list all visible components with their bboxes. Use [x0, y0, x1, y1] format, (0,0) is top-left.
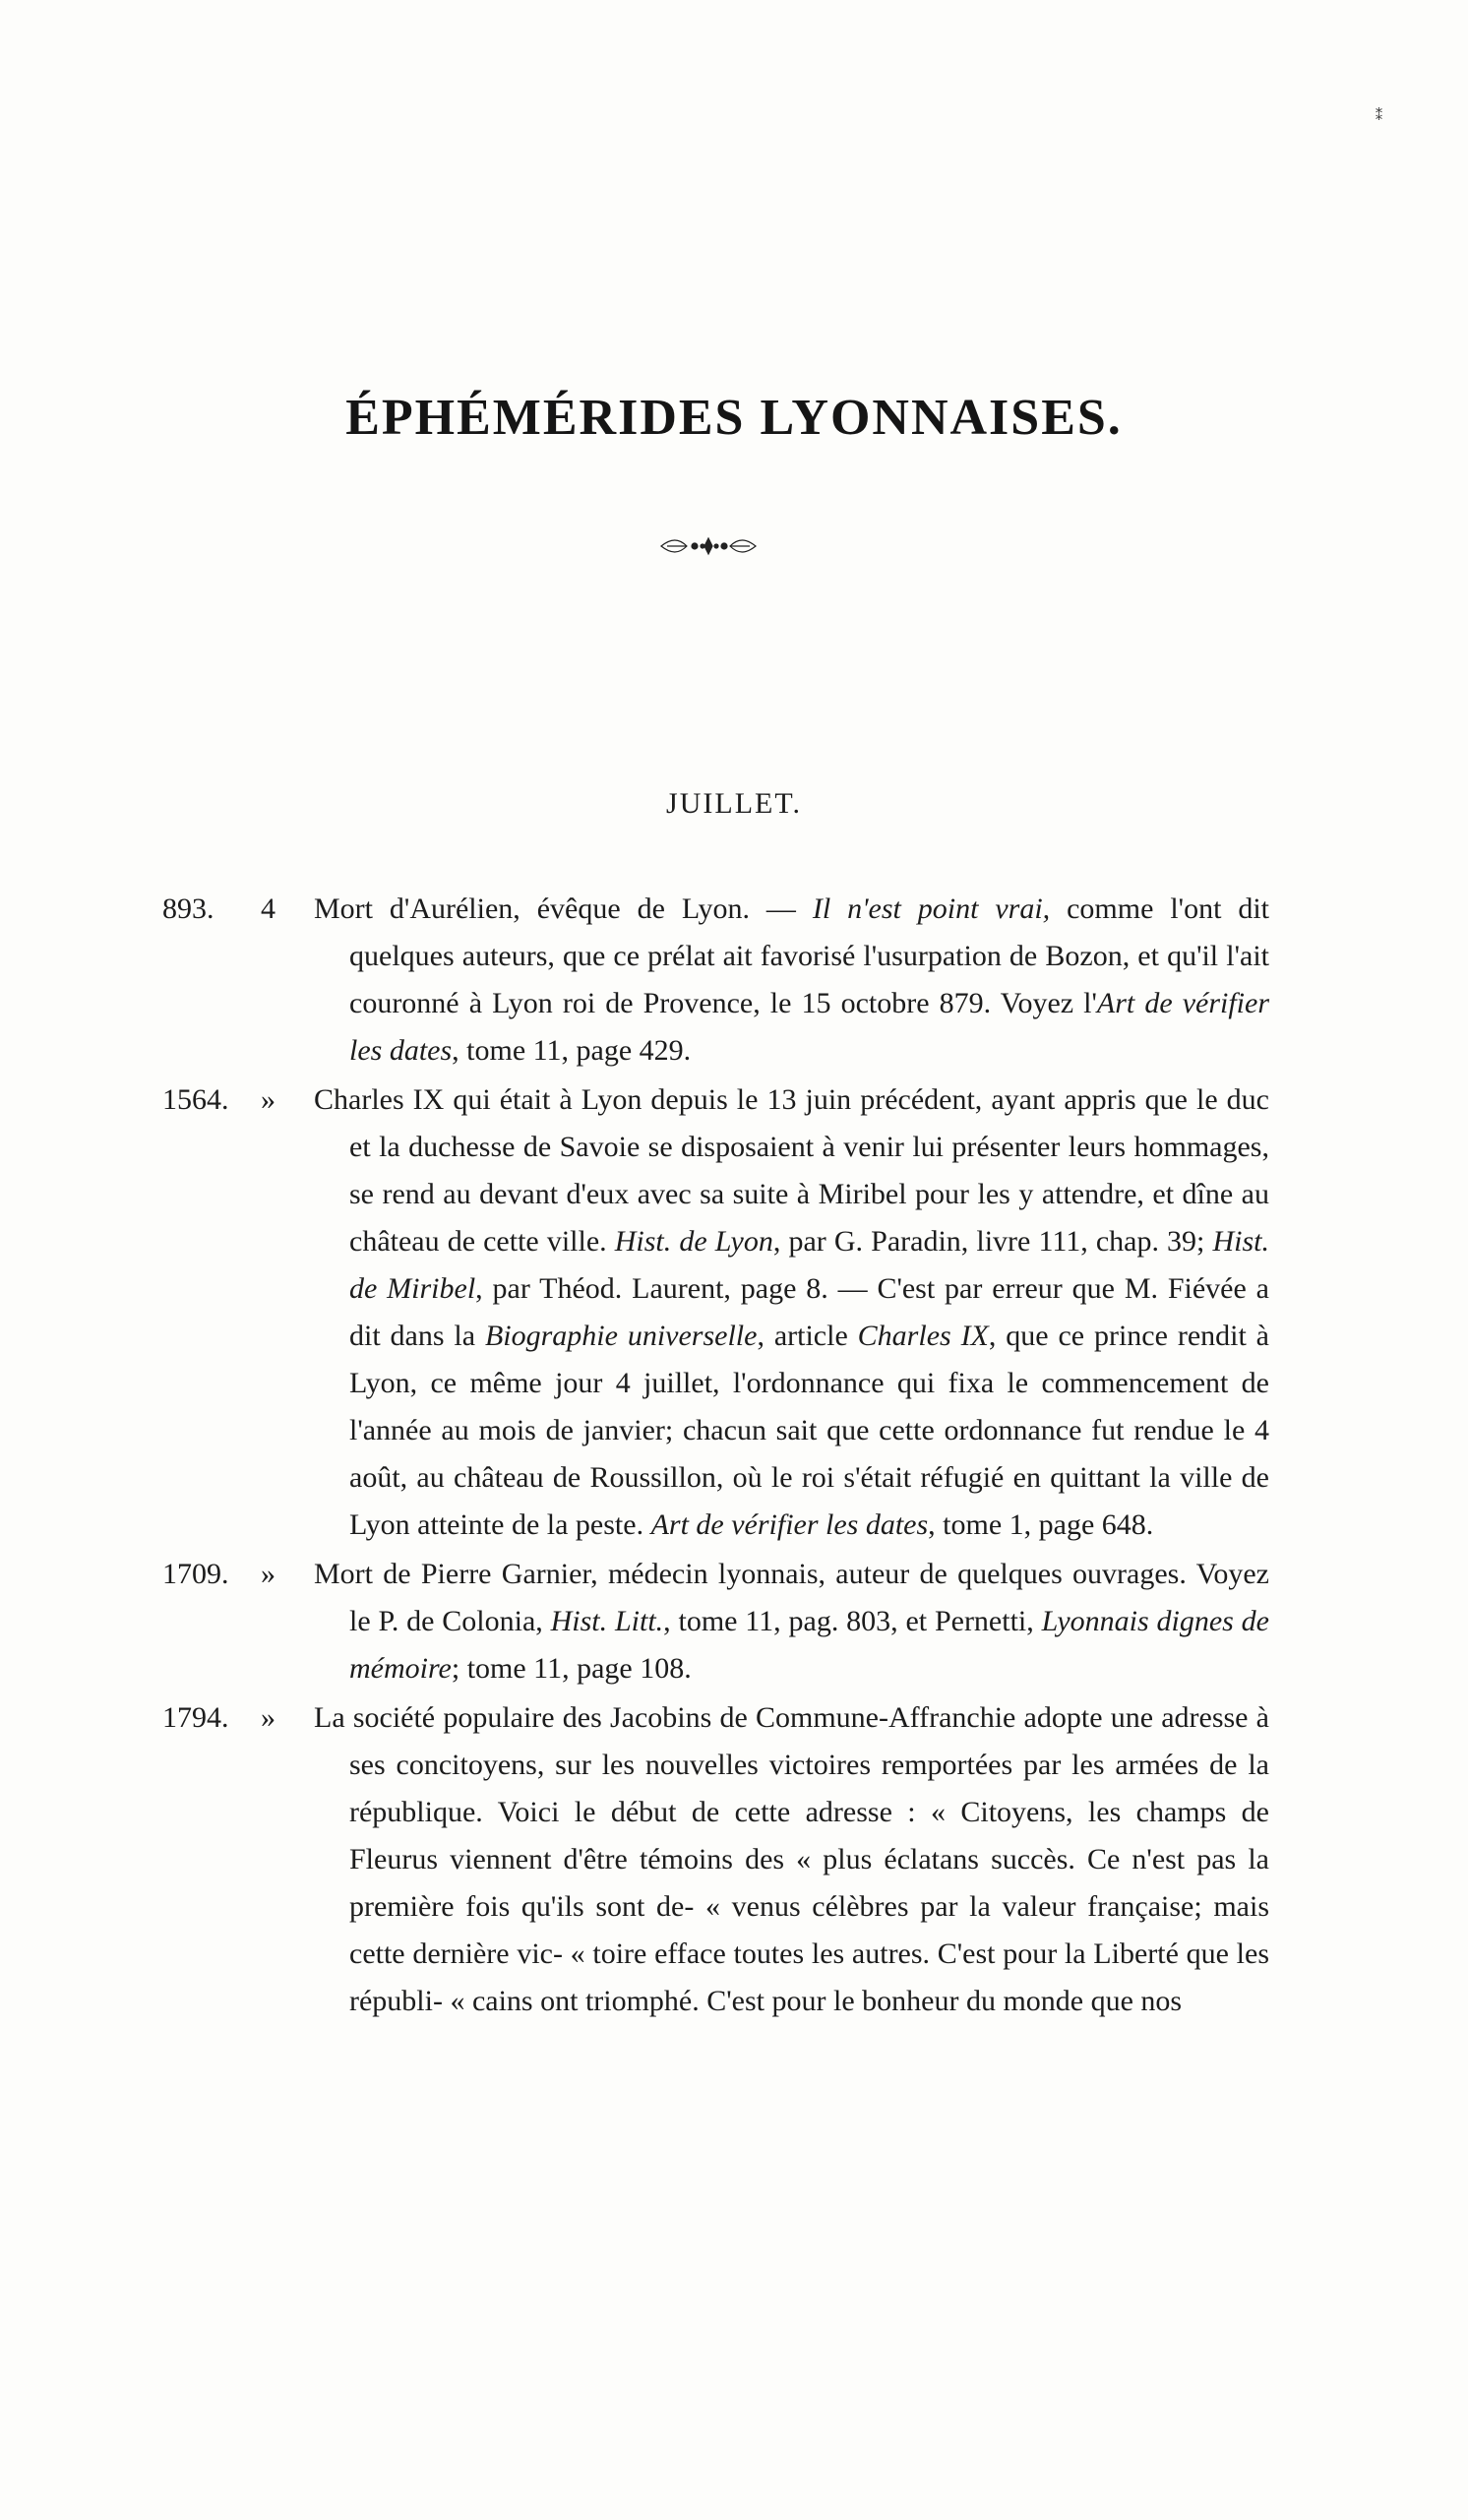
entry-italic-segment: Biographie universelle: [484, 1320, 758, 1352]
entry-text: [314, 886, 1269, 1075]
entry-segment: , article: [757, 1320, 858, 1352]
entry-year: 1794.: [162, 1701, 229, 1734]
corner-mark: ⁑: [1376, 108, 1382, 124]
entry: [162, 1551, 1269, 1692]
entry-segment: comme l'ont dit quelques auteurs, que ce prélat ait favorisé l'usurpation de Bozon, et qu'il l'ait couronné à Lyon roi de Provence, le 15 octobre 879. Voyez l': [349, 892, 1270, 1019]
entry-segment: La société populaire des Jacobins de Commune-Affranchie adopte une adresse à ses concitoyens, sur les nouvelles victoires remportées par les armées de la république. Voici le début de cette adresse : « Citoyens, les champs de Fleurus viennent d'être témoins des « plus éclatans succès. Ce n'est pas la première fois qu'ils sont de- « venus célèbres par la valeur française; mais cette dernière vic- « toire efface toutes les autres. C'est pour la Liberté que les républi- « cains ont triomphé. C'est pour le bonheur du monde que nos: [314, 1701, 1269, 2017]
entry-italic-segment: Lyonnais dignes de mémoire: [349, 1605, 1269, 1685]
entry-year: 1564.: [162, 1083, 229, 1116]
entry-segment: Mort de Pierre Garnier, médecin lyonnais, auteur de quelques ouvrages. Voyez le P. de Colonia,: [314, 1558, 1269, 1637]
entry-segment: Charles IX qui était à Lyon depuis le 13 juin précédent, ayant appris que le duc et la duchesse de Savoie se disposaient à venir lui présenter leurs hommages, se rend au devant d'eux avec sa suite à Miribel pour les y attendre, et dîne au château de cette ville.: [314, 1083, 1269, 1258]
entry: [162, 886, 1269, 1075]
entry-segment: , par Théod. Laurent, page 8. — C'est par erreur que M. Fiévée a dit dans la: [349, 1272, 1269, 1352]
entry-segment: , tome 11, page 429.: [452, 1034, 692, 1067]
entry-segment: , par G. Paradin, livre 111, chap. 39;: [772, 1225, 1213, 1258]
entry-text: [314, 1076, 1269, 1549]
entry-day: »: [261, 1558, 275, 1590]
entry-text: [314, 1551, 1269, 1692]
entry-year: 893.: [162, 892, 214, 925]
entry-segment: ; tome 11, page 108.: [451, 1652, 692, 1685]
entry-italic-segment: Art de vérifier les dates: [650, 1508, 929, 1541]
entry-italic-segment: Hist. de Lyon: [614, 1225, 773, 1258]
entry-day: »: [261, 1701, 275, 1734]
entry-italic-segment: Art de vérifier les dates: [349, 987, 1270, 1067]
entry-segment: , tome 1, page 648.: [928, 1508, 1154, 1541]
entry-segment: Mort d'Aurélien, évêque de Lyon. —: [314, 892, 813, 925]
entry-italic-segment: Hist. de Miribel: [349, 1225, 1270, 1305]
entry-year: 1709.: [162, 1558, 229, 1590]
entry-segment: , que ce prince rendit à Lyon, ce même jour 4 juillet, l'ordonnance qui fixa le commencement de l'année au mois de janvier; chacun sait que cette ordonnance fut rendue le 4 août, au château de Roussillon, où le roi s'était réfugié en quittant la ville de Lyon atteinte de la peste.: [349, 1320, 1269, 1541]
entry-text: [314, 1694, 1269, 2025]
entry-italic-segment: Il n'est point vrai,: [812, 892, 1051, 925]
entry-day: »: [261, 1083, 275, 1116]
month-heading: JUILLET.: [666, 787, 802, 820]
entry-italic-segment: Hist. Litt.: [550, 1605, 664, 1637]
ornament-icon: [657, 534, 760, 558]
entries-list: [162, 886, 1269, 2027]
entry-day: 4: [261, 892, 275, 925]
entry: [162, 1076, 1269, 1549]
entry-segment: , tome 11, pag. 803, et Pernetti,: [663, 1605, 1042, 1637]
entry-italic-segment: Charles IX: [857, 1320, 989, 1352]
entry: [162, 1694, 1269, 2025]
page-title: ÉPHÉMÉRIDES LYONNAISES.: [345, 390, 1123, 446]
